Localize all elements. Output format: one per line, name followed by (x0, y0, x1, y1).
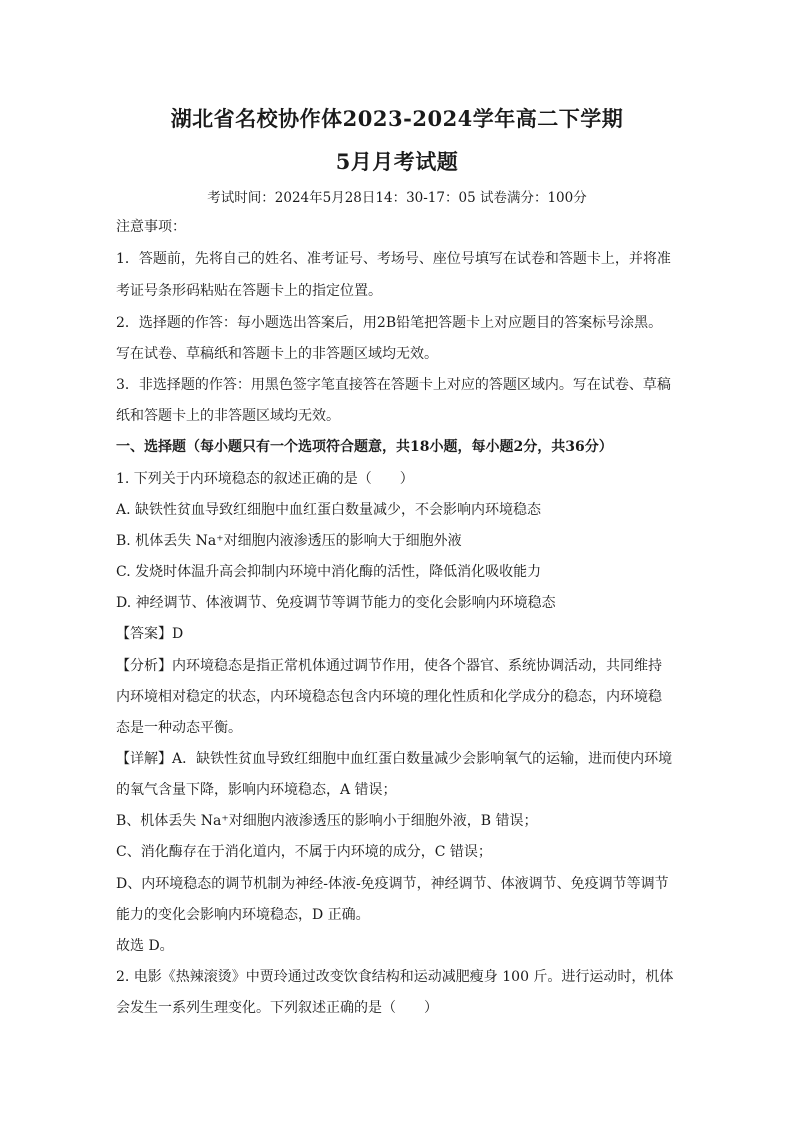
q1-option-c: C. 发烧时体温升高会抑制内环境中消化酶的活性，降低消化吸收能力 (116, 564, 542, 580)
note-3-line1: 3．非选择题的作答：用黑色签字笔直接答在答题卡上对应的答题区域内。写在试卷、草稿 (116, 377, 671, 393)
notes-heading: 注意事项： (116, 219, 186, 235)
q1-conclusion: 故选 D。 (116, 938, 174, 954)
q2-stem-line2: 会发生一系列生理变化。下列叙述正确的是（ ） (116, 1000, 438, 1016)
note-3-line2: 纸和答题卡上的非答题区域均无效。 (116, 408, 340, 424)
q1-option-b: B. 机体丢失 Na⁺对细胞内液渗透压的影响大于细胞外液 (116, 533, 462, 549)
q1-analysis-line1: 【分析】内环境稳态是指正常机体通过调节作用，使各个器官、系统协调活动，共同维持 (116, 658, 662, 674)
exam-title-line1: 湖北省名校协作体2023-2024学年高二下学期 (170, 106, 624, 131)
q1-option-d: D. 神经调节、体液调节、免疫调节等调节能力的变化会影响内环境稳态 (116, 595, 556, 611)
q1-detail-line3: B、机体丢失 Na⁺对细胞内液渗透压的影响小于细胞外液，B 错误； (116, 813, 538, 829)
exam-title-line2: 5月月考试题 (335, 149, 459, 174)
note-2-line2: 写在试卷、草稿纸和答题卡上的非答题区域均无效。 (116, 346, 438, 362)
q1-stem: 1. 下列关于内环境稳态的叙述正确的是（ ） (116, 471, 414, 487)
q1-detail-line5: D、内环境稳态的调节机制为神经-体液-免疫调节，神经调节、体液调节、免疫调节等调节 (116, 876, 669, 892)
exam-meta: 考试时间：2024年5月28日14：30-17：05 试卷满分：100分 (207, 190, 587, 206)
section-heading: 一、选择题（每小题只有一个选项符合题意，共18小题，每小题2分，共36分） (116, 439, 613, 455)
note-1-line2: 考证号条形码粘贴在答题卡上的指定位置。 (116, 283, 382, 299)
q1-analysis-line3: 态是一种动态平衡。 (116, 720, 242, 736)
q1-analysis-line2: 内环境相对稳定的状态，内环境稳态包含内环境的理化性质和化学成分的稳态，内环境稳 (116, 689, 662, 705)
q1-option-a: A. 缺铁性贫血导致红细胞中血红蛋白数量减少，不会影响内环境稳态 (116, 502, 542, 518)
q1-answer: 【答案】D (116, 626, 184, 642)
q1-detail-line2: 的氧气含量下降，影响内环境稳态，A 错误； (116, 782, 397, 798)
q1-detail-line1: 【详解】A．缺铁性贫血导致红细胞中血红蛋白数量减少会影响氧气的运输，进而使内环境 (116, 751, 673, 767)
q1-detail-line4: C、消化酶存在于消化道内，不属于内环境的成分，C 错误； (116, 844, 492, 860)
q2-stem-line1: 2. 电影《热辣滚烫》中贾玲通过改变饮食结构和运动减肥瘦身 100 斤。进行运动时，机体 (116, 969, 674, 985)
note-1-line1: 1．答题前，先将自己的姓名、准考证号、考场号、座位号填写在试卷和答题卡上，并将准 (116, 251, 671, 267)
note-2-line1: 2．选择题的作答：每小题选出答案后，用2B铅笔把答题卡上对应题目的答案标号涂黑。 (116, 315, 663, 331)
q1-detail-line6: 能力的变化会影响内环境稳态，D 正确。 (116, 907, 370, 923)
